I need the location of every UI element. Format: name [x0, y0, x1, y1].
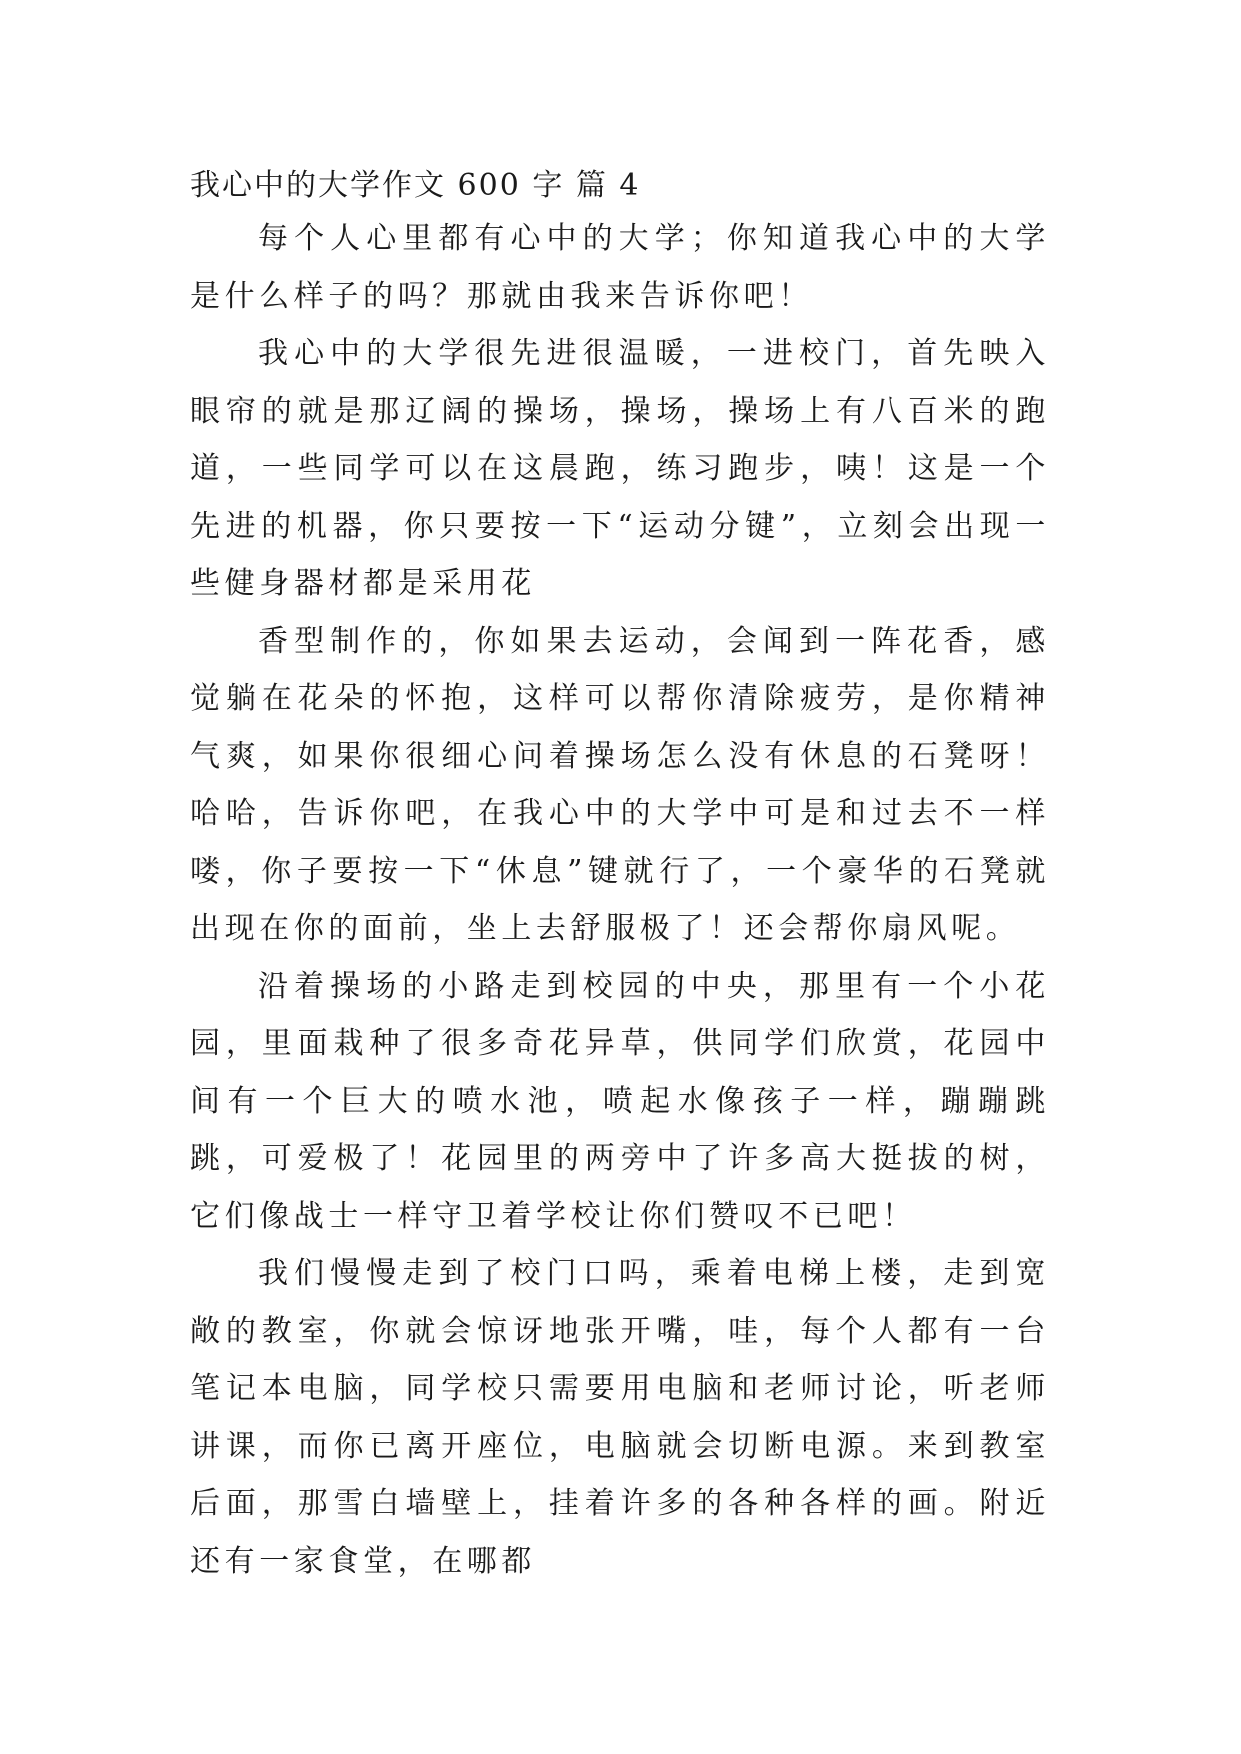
paragraph: 我们慢慢走到了校门口吗，乘着电梯上楼，走到宽敞的教室，你就会惊讶地张开嘴，哇，每个人都有一台笔记本电脑，同学校只需要用电脑和老师讨论，听老师讲课，而你已离开座位，电脑就会切断电源。来到教室后面，那雪白墙壁上，挂着许多的各种各样的画。附近还有一家食堂，在哪都: [190, 1256, 1050, 1579]
paragraph: 沿着操场的小路走到校园的中央，那里有一个小花园，里面栽种了很多奇花异草，供同学们欣赏，花园中间有一个巨大的喷水池，喷起水像孩子一样，蹦蹦跳跳，可爱极了！花园里的两旁中了许多高大挺拔的树，它们像战士一样守卫着学校让你们赞叹不已吧！: [190, 968, 1050, 1234]
document-title: 我心中的大学作文 600 字 篇 4: [190, 168, 641, 203]
document-body: [190, 210, 1050, 1590]
paragraph: 每个人心里都有心中的大学；你知道我心中的大学是什么样子的吗？那就由我来告诉你吧！: [190, 221, 1050, 314]
paragraph: 我心中的大学很先进很温暖，一进校门，首先映入眼帘的就是那辽阔的操场，操场，操场上有八百米的跑道，一些同学可以在这晨跑，练习跑步，咦！这是一个先进的机器，你只要按一下“运动分键”，立刻会出现一些健身器材都是采用花: [190, 336, 1050, 601]
paragraph: 香型制作的，你如果去运动，会闻到一阵花香，感觉躺在花朵的怀抱，这样可以帮你清除疲劳，是你精神气爽，如果你很细心问着操场怎么没有休息的石凳呀！哈哈，告诉你吧，在我心中的大学中可是和过去不一样喽，你子要按一下“休息”键就行了，一个豪华的石凳就出现在你的面前，坐上去舒服极了！还会帮你扇风呢。: [190, 623, 1050, 946]
